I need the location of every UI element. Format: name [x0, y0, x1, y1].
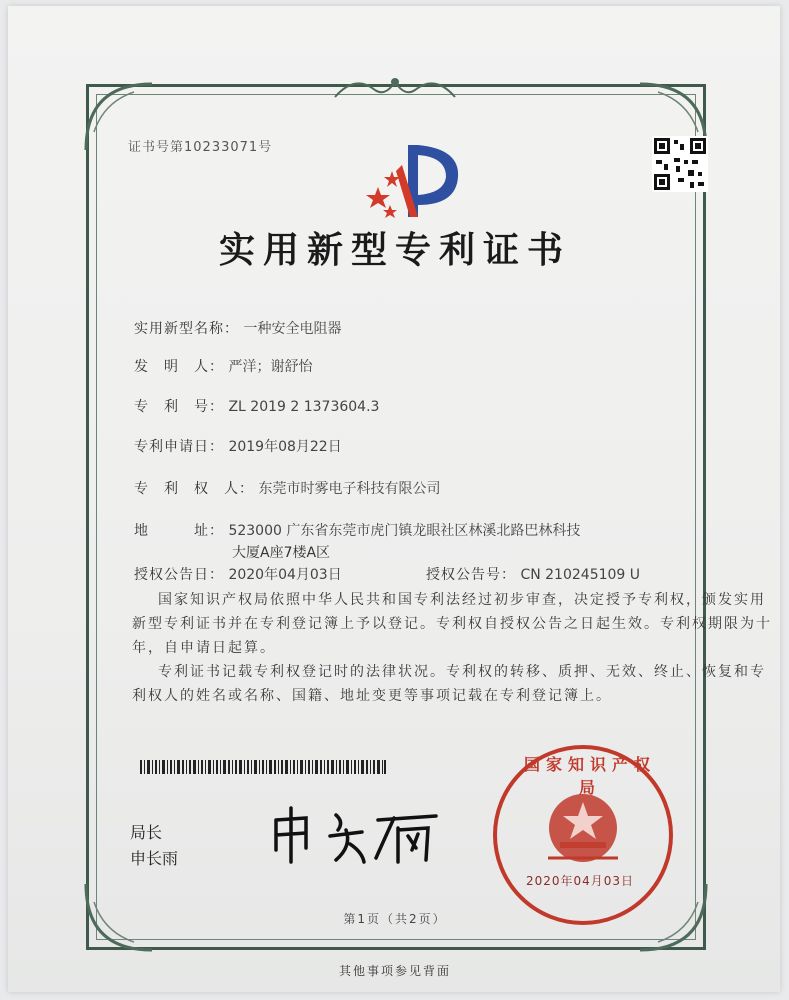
certificate-number: [128, 136, 272, 155]
field-filing-date: [134, 436, 342, 456]
field-address-label: 地 址：: [134, 523, 224, 539]
field-inventor-label: 发 明 人：: [134, 359, 224, 375]
field-inventor-value: 严洋；谢舒怡: [228, 359, 313, 375]
field-grant-no-value: CN 210245109 U: [520, 567, 641, 583]
field-grant-no-label: 授权公告号：: [426, 567, 516, 583]
field-patent-no-value: ZL 2019 2 1373604.3: [228, 399, 380, 415]
field-address-line2: 大厦A座7楼A区: [232, 545, 331, 561]
field-patentee-value: 东莞市时雾电子科技有限公司: [258, 481, 441, 497]
field-grant-date-label: 授权公告日：: [134, 567, 224, 583]
body-paragraph-line: 专利证书记载专利权登记时的法律状况。专利权的转移、质押、无效、终止、恢复和专: [158, 664, 766, 680]
field-patent-no-label: 专 利 号：: [134, 399, 224, 415]
field-patentee-label: 专 利 权 人：: [134, 481, 254, 497]
corner-ornament-icon: [84, 882, 154, 952]
footer-note: 其他事项参见背面: [338, 964, 451, 978]
field-grant-date: [134, 564, 342, 584]
body-paragraph-line: 新型专利证书并在专利登记簿上予以登记。专利权自授权公告之日起生效。专利权期限为十: [132, 616, 772, 632]
body-paragraph-line: 国家知识产权局依照中华人民共和国专利法经过初步审查，决定授予专利权，颁发实用: [158, 592, 766, 608]
field-name-value: 一种安全电阻器: [243, 321, 342, 337]
seal-date: 2020年04月03日: [525, 874, 635, 888]
field-grant-no: [426, 564, 640, 584]
field-grant-date-value: 2020年04月03日: [228, 567, 342, 583]
field-name-label: 实用新型名称：: [134, 321, 239, 337]
barcode-icon: [140, 760, 386, 774]
field-address-value: 523000 广东省东莞市虎门镇龙眼社区林溪北路巴林科技: [228, 523, 581, 539]
certificate-number-suffix: 号: [258, 140, 273, 155]
body-paragraph-line: 年，自申请日起算。: [132, 640, 276, 656]
top-ornament-icon: [330, 72, 460, 102]
body-paragraph-line: 利权人的姓名或名称、国籍、地址变更等事项记载在专利登记簿上。: [132, 688, 612, 704]
field-patentee: [134, 478, 440, 498]
field-inventor: [134, 356, 312, 376]
field-filing-date-label: 专利申请日：: [134, 439, 224, 455]
certificate-number-label: 证书号第: [128, 140, 185, 155]
certificate-number-value: 10233071: [184, 140, 259, 155]
signature-icon: [266, 800, 446, 870]
cnipa-logo-icon: [360, 135, 470, 225]
director-name: 申长雨: [130, 849, 179, 868]
field-patent-no: [134, 396, 379, 416]
field-name: [134, 318, 341, 338]
certificate-title: 实用新型专利证书: [218, 229, 571, 271]
page-number: 第1页（共2页）: [343, 912, 447, 926]
seal-text: 国家知识产权局: [523, 755, 656, 797]
field-address: [134, 520, 580, 540]
qr-code-icon: [652, 136, 708, 192]
field-filing-date-value: 2019年08月22日: [228, 439, 342, 455]
director-title: 局长: [130, 823, 163, 842]
